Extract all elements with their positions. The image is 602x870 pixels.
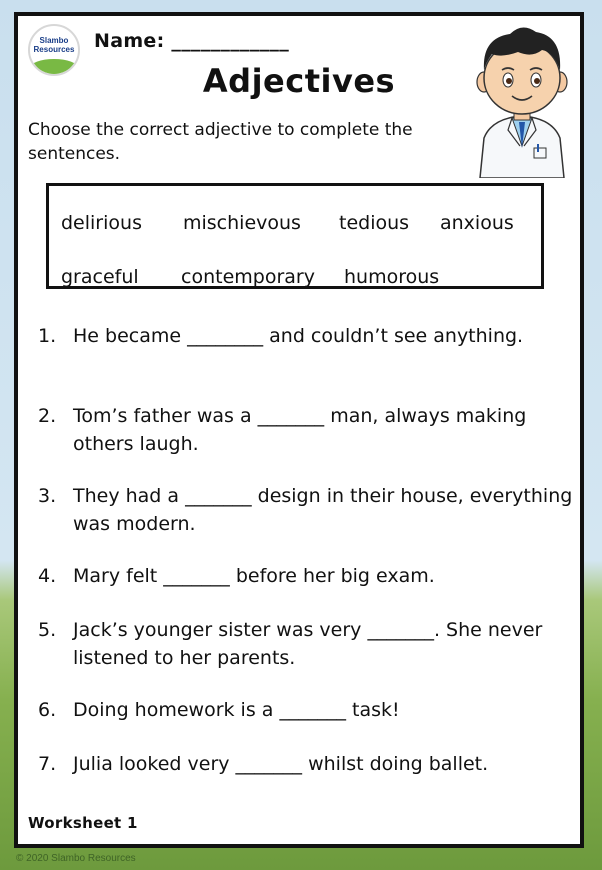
word-bank-item: anxious xyxy=(440,212,514,234)
question-number: 6. xyxy=(38,699,57,721)
logo-text xyxy=(30,36,78,54)
logo-text-line2: Resources xyxy=(33,45,75,54)
question-text: Jack’s younger sister was very _______. She never listened to her parents. xyxy=(73,619,543,669)
word-bank-item: delirious xyxy=(61,212,142,234)
question-text: He became ________ and couldn’t see anything. xyxy=(73,325,524,347)
copyright-notice: © 2020 Slambo Resources xyxy=(16,853,136,864)
word-bank-item: contemporary xyxy=(181,266,315,288)
question-text: Tom’s father was a _______ man, always making others laugh. xyxy=(73,405,527,455)
word-bank-item: humorous xyxy=(344,266,440,288)
question-text: They had a _______ design in their house, everything was modern. xyxy=(73,485,573,535)
worksheet-page xyxy=(14,12,584,848)
question-number: 3. xyxy=(38,485,57,507)
instructions: Choose the correct adjective to complete the sentences. xyxy=(28,120,413,164)
word-bank-item: tedious xyxy=(339,212,410,234)
name-field-label: Name: ____________ xyxy=(94,30,290,52)
question-number: 7. xyxy=(38,753,57,775)
question-number: 4. xyxy=(38,565,57,587)
question-number: 1. xyxy=(38,325,57,347)
word-bank-item: graceful xyxy=(61,266,139,288)
logo-text-line1: Slambo xyxy=(39,36,69,45)
doctor-character-illustration xyxy=(462,18,582,178)
question-number: 5. xyxy=(38,619,57,641)
question-text: Doing homework is a _______ task! xyxy=(73,699,400,721)
word-bank-item: mischievous xyxy=(183,212,301,234)
question-text: Mary felt _______ before her big exam. xyxy=(73,565,435,587)
worksheet-label: Worksheet 1 xyxy=(28,814,138,832)
word-bank xyxy=(46,183,544,289)
question-number: 2. xyxy=(38,405,57,427)
question-text: Julia looked very _______ whilst doing ballet. xyxy=(73,753,489,775)
page-title: Adjectives xyxy=(202,62,396,100)
